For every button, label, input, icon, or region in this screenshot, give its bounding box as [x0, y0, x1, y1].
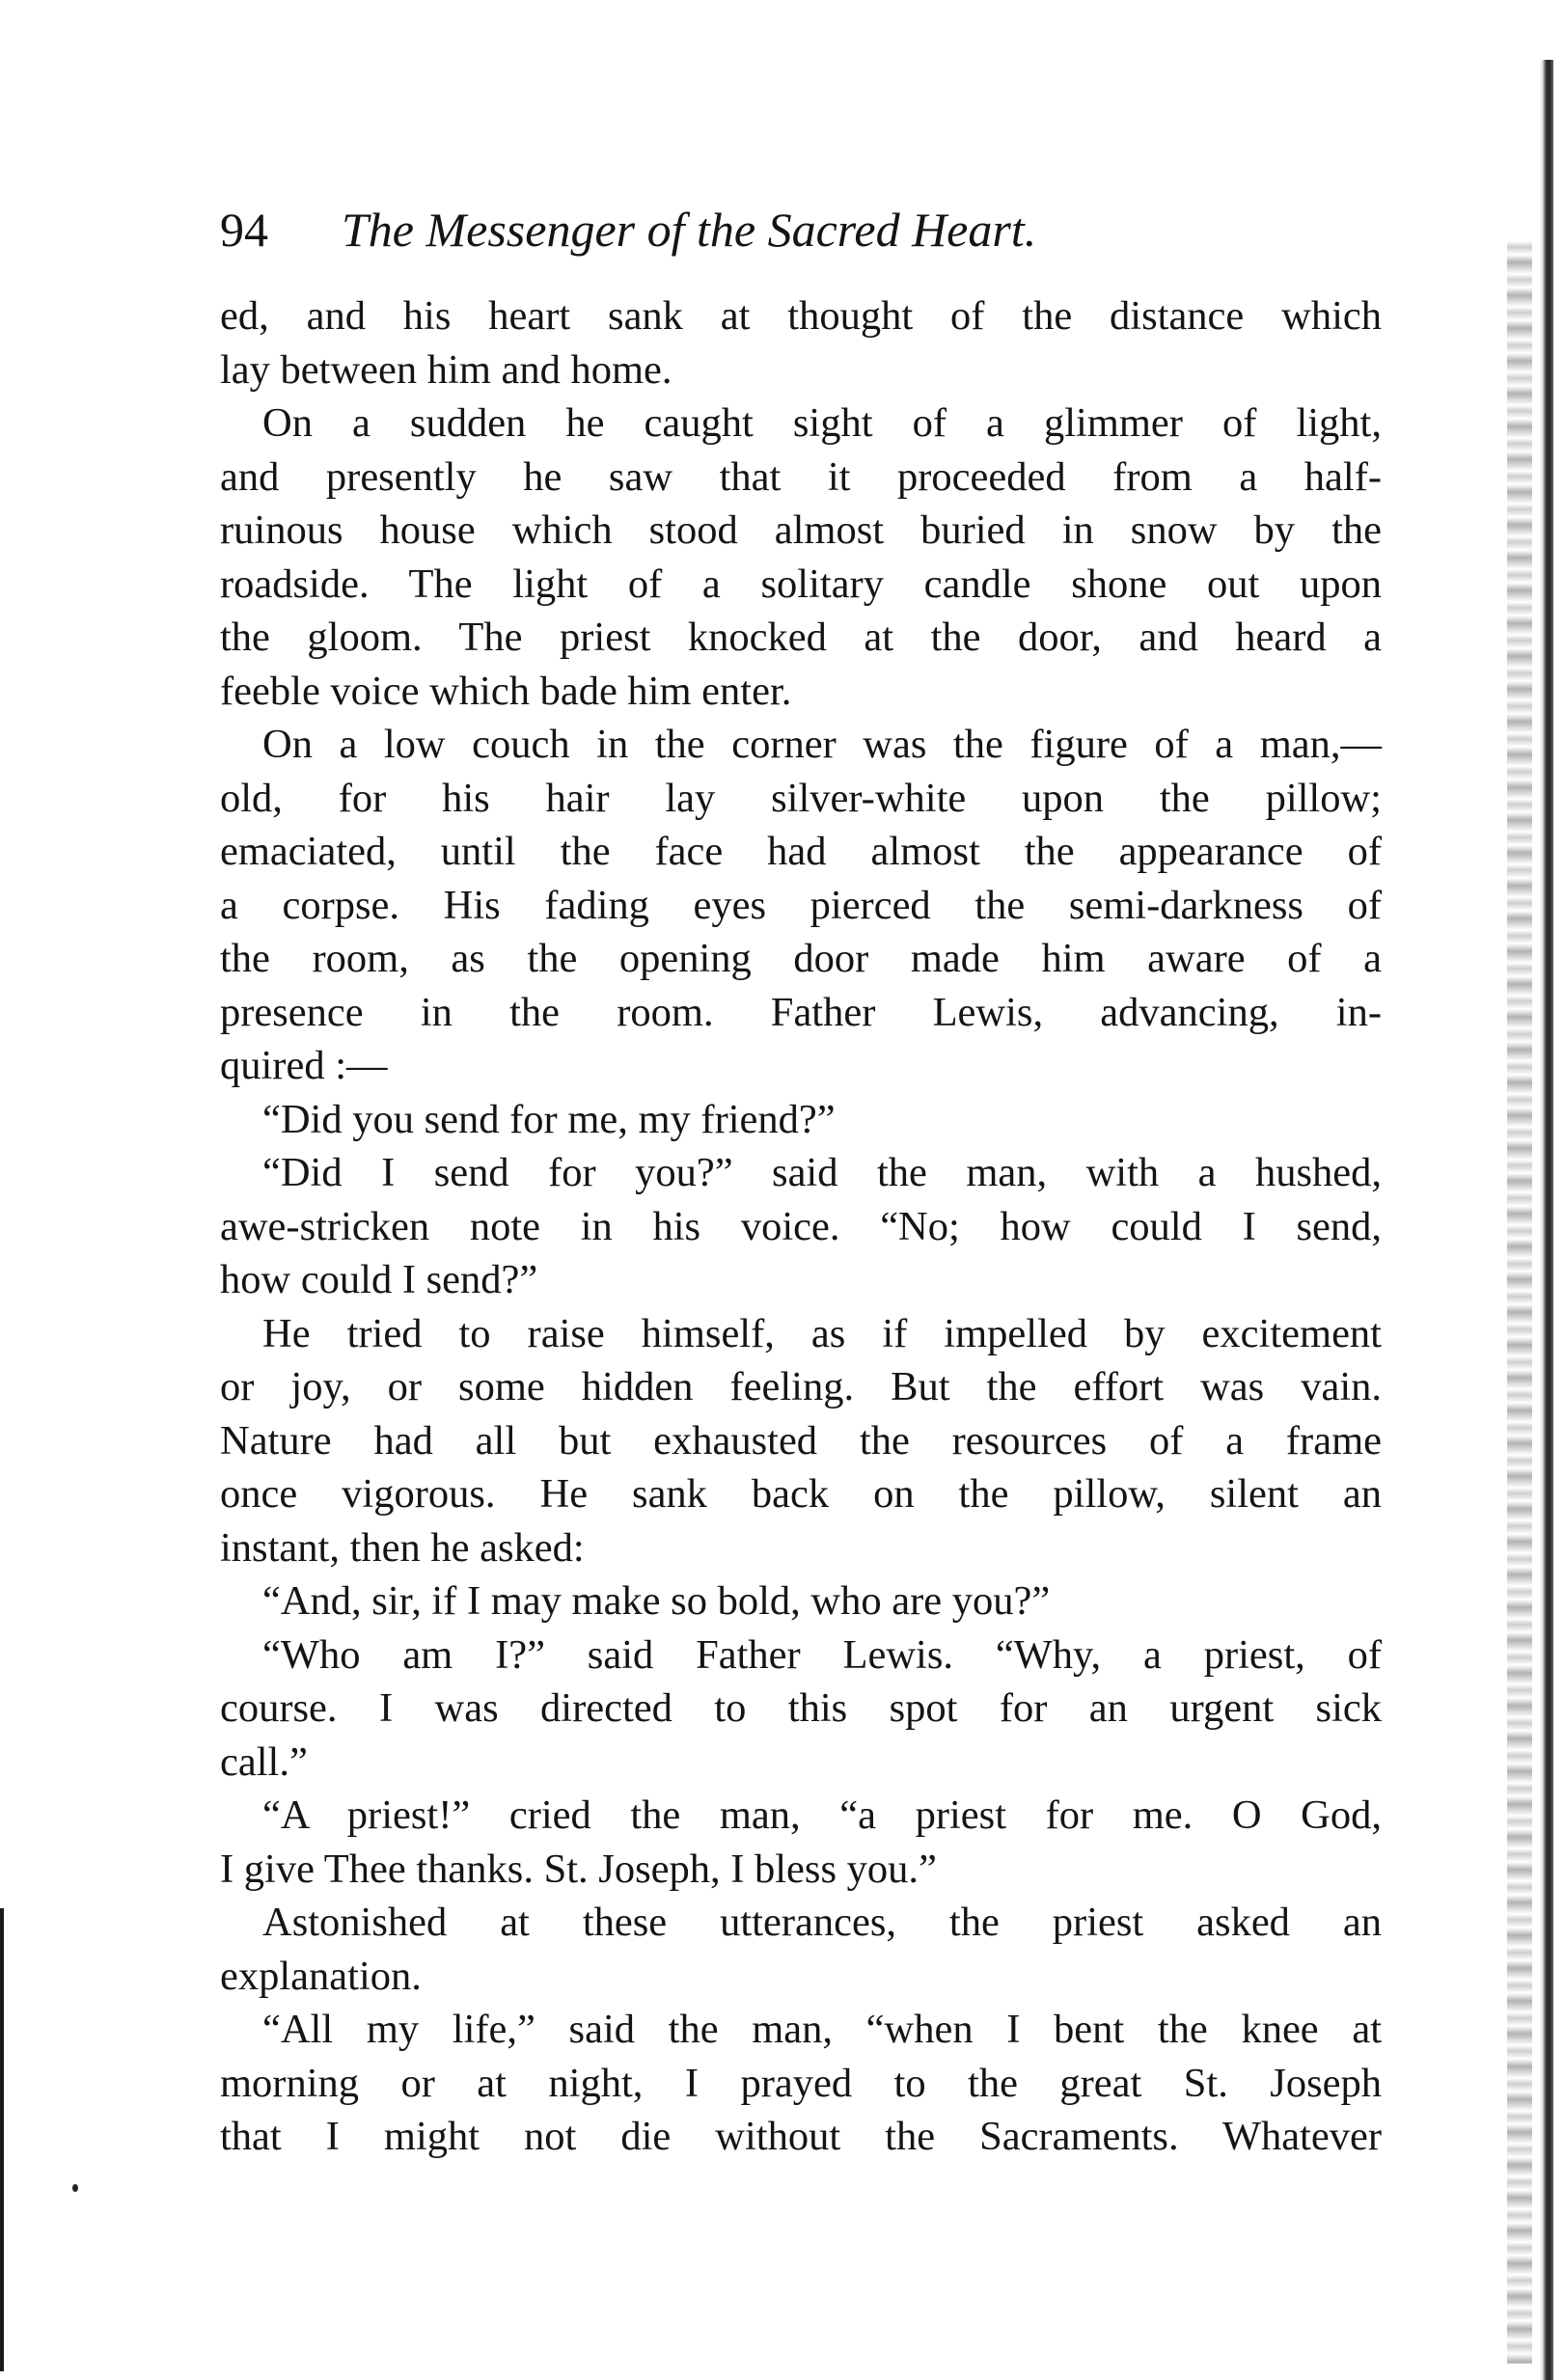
text-line: feeble voice which bade him enter. [220, 668, 792, 714]
text-line: On a low couch in the corner was the figure of a man,— [262, 722, 1382, 767]
text-line: presence in the room. Father Lewis, advancing, in- [220, 989, 1382, 1035]
text-line: how could I send?” [220, 1257, 538, 1302]
text-line: “Did I send for you?” said the man, with a hushed, [262, 1150, 1382, 1195]
text-line: quired :— [220, 1043, 388, 1088]
text-line: lay between him and home. [220, 346, 672, 393]
text-line: a corpse. His fading eyes pierced the semi-darkness of [220, 882, 1382, 928]
text-line: that I might not die without the Sacraments. Whatever [220, 2114, 1382, 2159]
text-line: explanation. [220, 1953, 422, 1999]
running-title: The Messenger of the Sacred Heart. [342, 203, 1037, 257]
text-line: old, for his hair lay silver-white upon the pillow; [220, 775, 1382, 821]
text-line: “All my life,” said the man, “when I bent the knee at [262, 2007, 1382, 2052]
text-line: once vigorous. He sank back on the pillow, silent an [220, 1471, 1382, 1517]
scan-page-edge-left [0, 1908, 4, 2371]
text-line: emaciated, until the face had almost the appearance of [220, 829, 1382, 874]
text-line: or joy, or some hidden feeling. But the effort was vain. [220, 1364, 1382, 1409]
text-line: course. I was directed to this spot for an urgent sick [220, 1685, 1382, 1731]
text-line: “Who am I?” said Father Lewis. “Why, a priest, of [262, 1631, 1382, 1678]
text-line: I give Thee thanks. St. Joseph, I bless you.” [220, 1846, 937, 1892]
text-line: On a sudden he caught sight of a glimmer of light, [262, 400, 1382, 446]
text-line: “And, sir, if I may make so bold, who are you?” [262, 1578, 1051, 1624]
text-line: “Did you send for me, my friend?” [262, 1096, 836, 1142]
text-line: Astonished at these utterances, the priest asked an [262, 1900, 1382, 1945]
text-line: and presently he saw that it proceeded from a half- [220, 453, 1382, 500]
text-line: roadside. The light of a solitary candle shone out upon [220, 561, 1382, 607]
text-line: morning or at night, I prayed to the great St. Joseph [220, 2060, 1382, 2106]
text-line: call.” [220, 1738, 308, 1785]
text-line: instant, then he asked: [220, 1524, 585, 1571]
scan-speck [72, 2184, 78, 2192]
running-header [220, 201, 1378, 259]
text-line: the room, as the opening door made him aware of a [220, 936, 1382, 981]
text-line: Nature had all but exhausted the resources of a frame [220, 1417, 1382, 1464]
page-body [220, 289, 1382, 2164]
scan-page-edge-right [1540, 60, 1553, 2380]
text-line: ruinous house which stood almost buried in snow by the [220, 507, 1382, 553]
text-line: awe-stricken note in his voice. “No; how could I send, [220, 1203, 1382, 1249]
text-line: the gloom. The priest knocked at the door, and heard a [220, 615, 1382, 660]
scan-page-edge-shadow [1507, 241, 1532, 2364]
text-line: “A priest!” cried the man, “a priest for me. O God, [262, 1792, 1382, 1838]
text-line: He tried to raise himself, as if impelled by excitement [262, 1310, 1382, 1356]
text-line: ed, and his heart sank at thought of the distance which [220, 293, 1382, 339]
page-number: 94 [220, 203, 268, 257]
